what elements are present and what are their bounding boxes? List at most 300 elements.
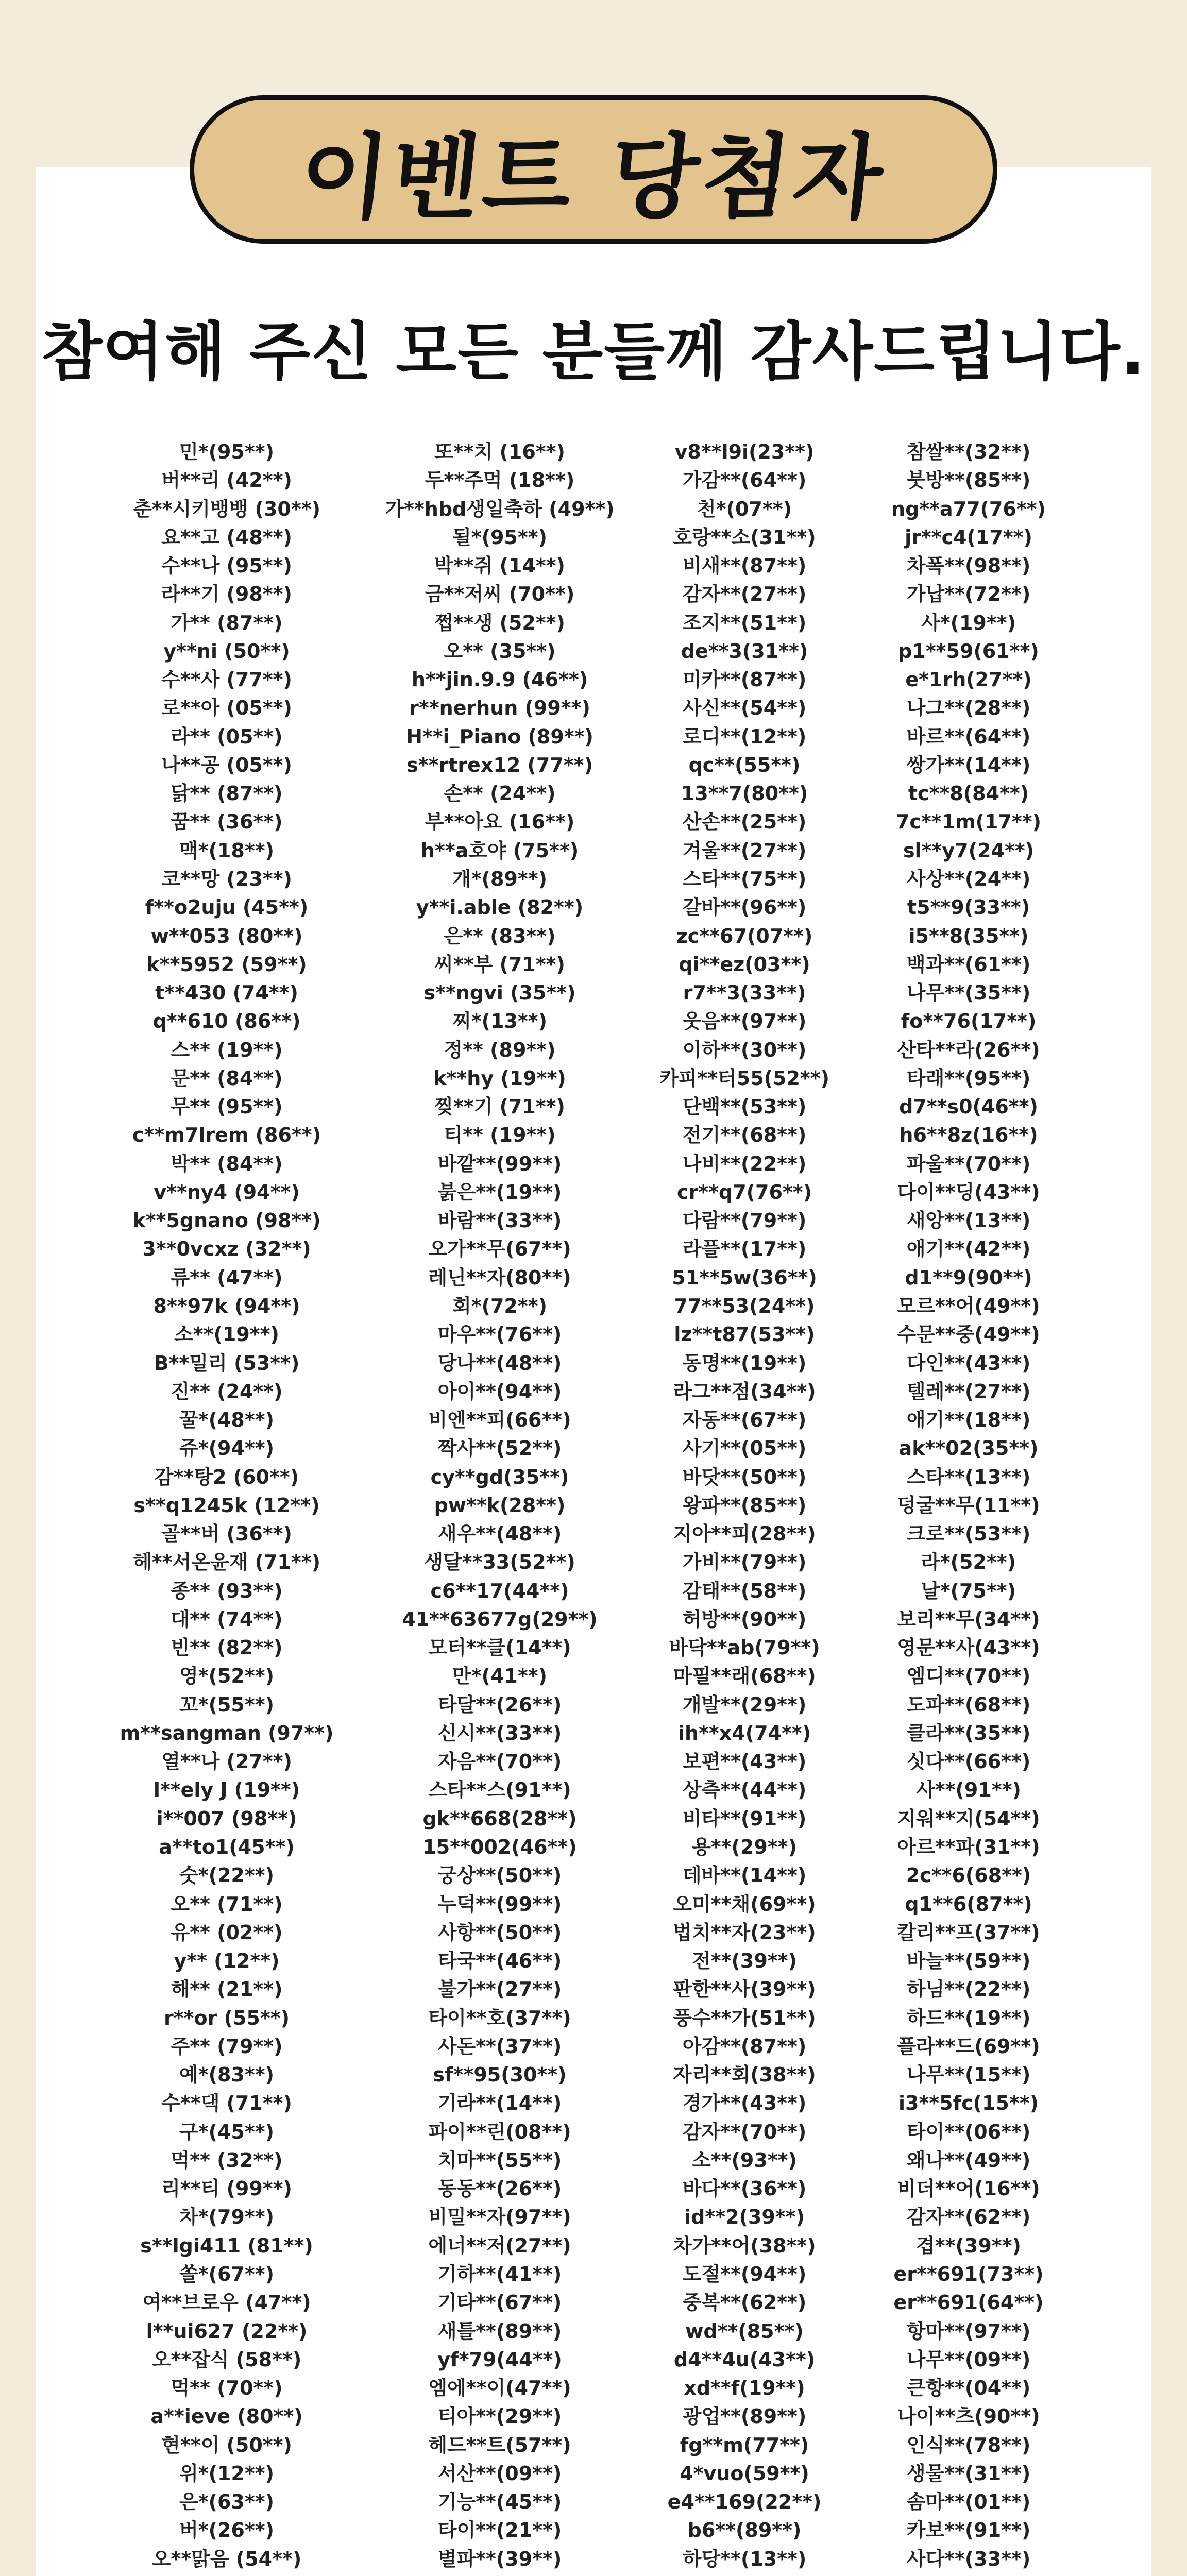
winner-entry: h6**8z(16**): [899, 1124, 1038, 1147]
winner-entry: 나비**(22**): [682, 1152, 807, 1175]
winner-entry: 동명**(19**): [682, 1351, 807, 1375]
winner-entry: 파이**린(08**): [428, 2120, 571, 2143]
winner-entry: 궁상**(50**): [437, 1864, 562, 1887]
winner-entry: 별파**(39**): [437, 2547, 562, 2570]
winner-entry: k**hy (19**): [433, 1066, 566, 1090]
winner-entry: p1**59(61**): [898, 639, 1039, 663]
winner-entry: 로**아 (05**): [161, 697, 292, 720]
winner-entry: 엠에**이(47**): [428, 2377, 571, 2400]
winner-entry: 법치**자(23**): [673, 1921, 816, 1944]
winner-entry: 바람**(33**): [437, 1209, 562, 1232]
winner-entry: r**nerhun (99**): [409, 697, 590, 720]
winner-entry: 전**(39**): [692, 1950, 797, 1973]
winner-entry: 애기**(18**): [906, 1409, 1031, 1432]
winner-entry: 두**주먹 (18**): [425, 469, 575, 492]
winner-entry: 차폭**(98**): [906, 554, 1031, 578]
winner-entry: 광업**(89**): [682, 2405, 807, 2428]
winner-entry: y**i.able (82**): [416, 896, 584, 919]
winner-entry: qi**ez(03**): [679, 953, 810, 976]
winner-entry: 스타**(13**): [906, 1465, 1031, 1488]
winner-entry: 스** (19**): [171, 1038, 283, 1061]
winner-entry: d1**9(90**): [905, 1266, 1032, 1289]
winner-entry: k**5gnano (98**): [132, 1209, 321, 1232]
winner-entry: 신시**(33**): [437, 1721, 562, 1744]
winner-entry: i3**5fc(15**): [898, 2092, 1039, 2115]
winner-entry: 류** (47**): [171, 1266, 283, 1289]
winner-entry: xd**f(19**): [684, 2377, 805, 2400]
winner-entry: 라그**점(34**): [673, 1380, 816, 1403]
winner-entry: 닭** (87**): [171, 782, 283, 805]
winner-entry: 개*(89**): [452, 867, 547, 890]
winner-entry: d7**s0(46**): [899, 1095, 1038, 1118]
winner-entry: 산손**(25**): [682, 810, 807, 834]
winner-entry: 나그**(28**): [906, 697, 1031, 720]
winner-entry: 리**티 (99**): [161, 2177, 292, 2200]
winner-entry: 나무**(35**): [906, 981, 1031, 1005]
winner-entry: cy**gd(35**): [430, 1465, 569, 1488]
winner-entry: 수**나 (95**): [161, 554, 292, 578]
winner-entry: 41**63677g(29**): [402, 1607, 598, 1631]
winner-entry: 빈** (82**): [171, 1636, 283, 1659]
winners-column-1: [90, 438, 363, 2576]
winner-entry: s**rtrex12 (77**): [406, 753, 593, 776]
winner-entry: q**610 (86**): [152, 1010, 301, 1033]
winner-entry: gk**668(28**): [422, 1807, 577, 1830]
winner-entry: 라*(52**): [921, 1551, 1016, 1574]
winner-entry: 찢**기 (71**): [434, 1095, 565, 1118]
winner-entry: 항마**(97**): [906, 2319, 1031, 2343]
winner-entry: 대** (74**): [171, 1607, 283, 1631]
winner-entry: 보리**무(34**): [897, 1607, 1040, 1631]
winner-entry: 가납**(72**): [906, 583, 1031, 606]
winner-entry: 감자**(27**): [682, 583, 807, 606]
winner-entry: 될*(95**): [452, 526, 547, 549]
winner-entry: 코**망 (23**): [161, 867, 292, 890]
winner-entry: 전기**(68**): [682, 1124, 807, 1147]
winner-entry: 꼬*(55**): [179, 1693, 274, 1716]
winner-entry: 금**저씨 (70**): [425, 583, 575, 606]
winner-entry: 사기**(05**): [682, 1437, 807, 1460]
winner-entry: 도파**(68**): [906, 1693, 1031, 1716]
winner-entry: wd**(85**): [685, 2319, 804, 2343]
winner-entry: 중복**(62**): [682, 2291, 807, 2314]
winner-entry: pw**k(28**): [434, 1494, 566, 1517]
winner-entry: 스타**(75**): [682, 867, 807, 890]
winner-entry: sf**95(30**): [433, 2063, 567, 2087]
winner-entry: 버**리 (42**): [161, 469, 292, 492]
winner-entry: jr**c4(17**): [905, 526, 1032, 549]
winner-entry: 풍수**가(51**): [673, 2006, 816, 2029]
winner-entry: 새틀**(89**): [437, 2319, 562, 2343]
winner-entry: 아르**파(31**): [897, 1836, 1040, 1859]
winner-entry: 비엔**피(66**): [428, 1409, 571, 1432]
winner-entry: 춘**시키뱅뱅 (30**): [133, 497, 320, 520]
winner-entry: 백과**(61**): [906, 953, 1031, 976]
winner-entry: 라플**(17**): [682, 1238, 807, 1261]
winner-entry: 사항**(50**): [437, 1921, 562, 1944]
winner-entry: 다인**(43**): [906, 1351, 1031, 1375]
winner-entry: 자동**(67**): [682, 1409, 807, 1432]
winner-entry: 나무**(15**): [906, 2063, 1031, 2087]
winner-entry: 헤**서온윤재 (71**): [133, 1551, 320, 1574]
winner-entry: 무** (95**): [171, 1095, 283, 1118]
winner-entry: 감자**(62**): [906, 2206, 1031, 2229]
winner-entry: 15**002(46**): [422, 1836, 577, 1859]
winner-entry: 먹** (70**): [171, 2377, 283, 2400]
winner-entry: 칼리**프(37**): [897, 1921, 1040, 1944]
winner-entry: 치마**(55**): [437, 2148, 562, 2172]
winner-entry: 사*(19**): [921, 611, 1016, 634]
winner-entry: i**007 (98**): [156, 1807, 297, 1830]
winner-entry: 자리**회(38**): [673, 2063, 816, 2087]
winner-entry: s**lgi411 (81**): [140, 2234, 313, 2257]
winners-column-3: [636, 438, 853, 2576]
winner-entry: 개발**(29**): [682, 1693, 807, 1716]
winner-entry: 나**공 (05**): [161, 753, 292, 776]
winner-entry: 차*(79**): [179, 2206, 274, 2229]
winner-entry: 하당**(13**): [682, 2547, 807, 2570]
winner-entry: 타달**(26**): [437, 1693, 562, 1716]
winner-entry: 은** (83**): [444, 924, 556, 947]
winner-entry: 조지**(51**): [682, 611, 807, 634]
winner-entry: 쥬*(94**): [179, 1437, 274, 1460]
winner-entry: 4*vuo(59**): [680, 2462, 809, 2485]
winner-entry: 덩굴**무(11**): [897, 1494, 1040, 1517]
winner-entry: 오가**무(67**): [428, 1238, 571, 1261]
winner-entry: 생달**33(52**): [424, 1551, 575, 1574]
winner-entry: c6**17(44**): [430, 1579, 569, 1602]
winner-entry: e4**169(22**): [667, 2490, 822, 2514]
winner-entry: s**q1245k (12**): [133, 1494, 320, 1517]
winner-entry: 쏠*(67**): [179, 2263, 274, 2285]
winner-entry: m**sangman (97**): [120, 1721, 334, 1744]
winner-entry: 비밀**자(97**): [428, 2206, 571, 2229]
winner-entry: w**053 (80**): [150, 924, 303, 947]
winner-entry: 가** (87**): [171, 611, 283, 634]
winner-entry: 나무**(09**): [906, 2348, 1031, 2371]
winner-entry: 아이**(94**): [437, 1380, 562, 1403]
winner-entry: 종** (93**): [171, 1579, 283, 1602]
winner-entry: 붓방**(85**): [906, 469, 1031, 492]
winner-entry: 바르**(64**): [906, 725, 1031, 748]
winner-entry: v8**l9i(23**): [674, 440, 815, 463]
winner-entry: 기타**(67**): [437, 2291, 562, 2314]
title-banner: [190, 95, 997, 244]
winner-entry: 인식**(78**): [906, 2433, 1031, 2456]
winner-entry: 모터**클(14**): [428, 1636, 571, 1659]
winner-entry: 마필**래(68**): [673, 1665, 816, 1688]
winner-entry: lz**t87(53**): [674, 1323, 815, 1346]
winner-entry: id**2(39**): [684, 2206, 805, 2229]
winner-entry: y**ni (50**): [163, 639, 290, 663]
winner-entry: 타래**(95**): [906, 1066, 1031, 1090]
winner-entry: 소**(93**): [692, 2148, 797, 2172]
winner-entry: 로디**(12**): [682, 725, 807, 748]
winner-entry: 사신**(54**): [682, 697, 807, 720]
winner-entry: 모르**어(49**): [897, 1294, 1040, 1317]
winner-entry: 보편**(43**): [682, 1750, 807, 1773]
winner-entry: 감자**(70**): [682, 2120, 807, 2143]
winner-entry: 진** (24**): [171, 1380, 283, 1403]
winner-entry: 3**0vcxz (32**): [142, 1238, 311, 1261]
winner-entry: 갈바**(96**): [682, 896, 807, 919]
winner-entry: 2c**6(68**): [906, 1864, 1031, 1887]
winner-entry: 용**(29**): [692, 1836, 797, 1859]
winner-entry: 타이**호(37**): [428, 2006, 571, 2029]
winner-entry: 여**브로우 (47**): [142, 2291, 311, 2314]
winner-entry: 솜마**(01**): [906, 2490, 1031, 2514]
winner-entry: 13**7(80**): [681, 782, 808, 805]
winner-entry: 쩝**생 (52**): [434, 611, 565, 634]
winner-entry: 비새**(87**): [682, 554, 807, 578]
winner-entry: 요**고 (48**): [161, 526, 292, 549]
winner-entry: 다이**딩(43**): [897, 1180, 1040, 1204]
winner-entry: 먹** (32**): [171, 2148, 283, 2172]
winner-entry: 오** (35**): [444, 639, 556, 663]
winner-entry: a**ieve (80**): [150, 2405, 303, 2428]
winner-entry: 비타**(91**): [682, 1807, 807, 1830]
winner-entry: yf*79(44**): [437, 2348, 562, 2371]
winner-entry: 오**잡식 (58**): [151, 2348, 302, 2371]
winner-entry: 티** (19**): [444, 1124, 556, 1147]
winner-entry: 차가**어(38**): [673, 2234, 816, 2257]
winner-entry: H**i_Piano (89**): [406, 725, 594, 748]
winner-entry: b6**(89**): [687, 2519, 802, 2542]
winner-entry: y** (12**): [174, 1950, 280, 1973]
winner-entry: 자음**(70**): [437, 1750, 562, 1773]
winner-entry: de**3(31**): [681, 639, 808, 663]
winner-entry: 싯다**(66**): [906, 1750, 1031, 1773]
winner-entry: 박**쥐 (14**): [434, 554, 565, 578]
winner-entry: 웃음**(97**): [682, 1010, 807, 1033]
winner-entry: 가감**(64**): [682, 469, 807, 492]
winner-entry: 카보**(91**): [906, 2519, 1031, 2542]
winner-entry: 경가**(43**): [682, 2092, 807, 2115]
winner-entry: k**5952 (59**): [146, 953, 307, 976]
winner-entry: 라**기 (98**): [161, 583, 292, 606]
page-title: 이벤트 당첨자: [294, 124, 891, 231]
winner-entry: 또**치 (16**): [434, 440, 565, 463]
winner-entry: 겹**(39**): [916, 2234, 1021, 2257]
winner-entry: a**to1(45**): [159, 1836, 295, 1859]
winner-entry: 씨**부 (71**): [434, 953, 565, 976]
winner-entry: l**ui627 (22**): [146, 2319, 308, 2343]
winner-entry: 타이**(21**): [437, 2519, 562, 2542]
thank-you-message: 참여해 주신 모든 분들께 감사드립니다.: [41, 315, 1146, 388]
winner-entry: 해** (21**): [171, 1978, 283, 2001]
winner-entry: 수문**중(49**): [897, 1323, 1040, 1346]
winner-entry: 바늘**(59**): [906, 1950, 1031, 1973]
winner-entry: zc**67(07**): [676, 924, 813, 947]
winner-entry: 꿀*(48**): [179, 1409, 274, 1432]
winner-entry: er**691(73**): [893, 2263, 1044, 2285]
winner-entry: 8**97k (94**): [153, 1294, 300, 1317]
winner-entry: 바다**(36**): [682, 2177, 807, 2200]
winner-entry: 하님**(22**): [906, 1978, 1031, 2001]
winner-entry: 51**5w(36**): [672, 1266, 817, 1289]
winner-entry: 천*(07**): [697, 497, 792, 520]
winner-entry: qc**(55**): [688, 753, 801, 776]
winner-entry: 파울**(70**): [906, 1152, 1031, 1175]
winner-entry: B**밀리 (53**): [154, 1351, 300, 1375]
winner-entry: 텔레**(27**): [906, 1380, 1031, 1403]
winner-entry: 카피**터55(52**): [659, 1066, 830, 1090]
winner-entry: 감**탕2 (60**): [154, 1465, 299, 1488]
winner-entry: ng**a77(76**): [891, 497, 1046, 520]
winner-entry: 새우**(48**): [437, 1522, 562, 1546]
winner-entry: 찌*(13**): [452, 1010, 547, 1033]
winner-entry: 참쌀**(32**): [906, 440, 1031, 463]
winner-entry: i5**8(35**): [908, 924, 1029, 947]
winner-entry: 주** (79**): [171, 2035, 283, 2058]
winner-entry: 도절**(94**): [682, 2263, 807, 2285]
winner-entry: r7**3(33**): [683, 981, 806, 1005]
winner-entry: d4**4u(43**): [673, 2348, 816, 2371]
winners-list: [90, 438, 1084, 2576]
winner-entry: 불가**(27**): [437, 1978, 562, 2001]
winner-entry: 오** (71**): [171, 1892, 283, 1916]
winner-entry: fo**76(17**): [901, 1010, 1037, 1033]
winner-entry: 애기**(42**): [906, 1238, 1031, 1261]
winner-entry: 예*(83**): [179, 2063, 274, 2087]
winner-entry: t**430 (74**): [155, 981, 298, 1005]
winner-entry: 가**hbd생일축하 (49**): [385, 497, 615, 520]
winner-entry: 큰항**(04**): [906, 2377, 1031, 2400]
winner-entry: 플라**드(69**): [897, 2035, 1040, 2058]
winner-entry: 호랑**소(31**): [673, 526, 816, 549]
winner-entry: 날*(75**): [921, 1579, 1016, 1602]
winner-entry: 누덕**(99**): [437, 1892, 562, 1916]
winner-entry: 타국**(46**): [437, 1950, 562, 1973]
winner-entry: 박** (84**): [171, 1152, 283, 1175]
winner-entry: 왕파**(85**): [682, 1494, 807, 1517]
winner-entry: 영문**사(43**): [897, 1636, 1040, 1659]
winner-entry: 열**나 (27**): [161, 1750, 292, 1773]
winner-entry: 사상**(24**): [906, 867, 1031, 890]
winner-entry: er**691(64**): [893, 2291, 1044, 2314]
winner-entry: 바깥**(99**): [437, 1152, 562, 1175]
winner-entry: 사돈**(37**): [437, 2035, 562, 2058]
winner-entry: 손** (24**): [444, 782, 556, 805]
winner-entry: c**m7lrem (86**): [132, 1124, 321, 1147]
winner-entry: 문** (84**): [171, 1066, 283, 1090]
winners-column-2: [363, 438, 636, 2576]
winner-entry: 기라**(14**): [437, 2092, 562, 2115]
winner-entry: 붉은**(19**): [437, 1180, 562, 1204]
winner-entry: 지워**지(54**): [897, 1807, 1040, 1830]
winner-entry: 은*(63**): [179, 2490, 274, 2514]
winner-entry: 소**(19**): [174, 1323, 279, 1346]
winner-entry: 상측**(44**): [682, 1778, 807, 1802]
winner-entry: 클라**(35**): [906, 1721, 1031, 1744]
winner-entry: 바닷**(50**): [682, 1465, 807, 1488]
winner-entry: cr**q7(76**): [676, 1180, 812, 1204]
winner-entry: 헤드**트(57**): [428, 2433, 571, 2456]
winner-entry: 기능**(45**): [437, 2490, 562, 2514]
winner-entry: 새앙**(13**): [906, 1209, 1031, 1232]
winner-entry: 오미**채(69**): [673, 1892, 816, 1916]
winner-entry: 타이**(06**): [906, 2120, 1031, 2143]
winner-entry: r**or (55**): [164, 2006, 290, 2029]
winner-entry: h**a호야 (75**): [420, 839, 579, 862]
winner-entry: 라** (05**): [171, 725, 283, 748]
winner-entry: e*1rh(27**): [905, 668, 1032, 691]
winners-column-4: [853, 438, 1084, 2576]
winner-entry: 겨울**(27**): [682, 839, 807, 862]
winner-entry: tc**8(84**): [908, 782, 1029, 805]
winner-entry: 허방**(90**): [682, 1607, 807, 1631]
winner-entry: 오**맑음 (54**): [151, 2547, 302, 2570]
winner-entry: 아감**(87**): [682, 2035, 807, 2058]
winner-entry: 지아**피(28**): [673, 1522, 816, 1546]
winner-entry: ih**x4(74**): [677, 1721, 811, 1744]
winner-entry: 정** (89**): [444, 1038, 556, 1061]
winner-entry: 다람**(79**): [682, 1209, 807, 1232]
winner-entry: 버*(26**): [179, 2519, 274, 2542]
winner-entry: 수**댁 (71**): [161, 2092, 292, 2115]
winner-entry: 현**이 (50**): [161, 2433, 292, 2456]
winner-entry: 꿈** (36**): [171, 810, 283, 834]
winner-entry: 숫*(22**): [179, 1864, 274, 1887]
winner-entry: 구*(45**): [179, 2120, 274, 2143]
winner-entry: 회*(72**): [452, 1294, 547, 1317]
winner-entry: 만*(41**): [452, 1665, 547, 1688]
winner-entry: 레닌**자(80**): [428, 1266, 571, 1289]
winner-entry: 위*(12**): [179, 2462, 274, 2485]
winner-entry: 단백**(53**): [682, 1095, 807, 1118]
winner-entry: 나이**츠(90**): [897, 2405, 1040, 2428]
winner-entry: 영*(52**): [179, 1665, 274, 1688]
winner-entry: 판한**사(39**): [673, 1978, 816, 2001]
winner-entry: 유** (02**): [171, 1921, 283, 1944]
winner-entry: 7c**1m(17**): [895, 810, 1042, 834]
winner-entry: v**ny4 (94**): [154, 1180, 300, 1204]
winner-entry: 골**버 (36**): [161, 1522, 292, 1546]
winner-entry: 사다**(33**): [906, 2547, 1031, 2570]
winner-entry: 기하**(41**): [437, 2263, 562, 2285]
winner-entry: 쌍가**(14**): [906, 753, 1031, 776]
winner-entry: f**o2uju (45**): [145, 896, 309, 919]
winner-entry: 엠디**(70**): [906, 1665, 1031, 1688]
winner-entry: h**jin.9.9 (46**): [411, 668, 588, 691]
winner-entry: 에너**저(27**): [428, 2234, 571, 2257]
winner-entry: 티아**(29**): [437, 2405, 562, 2428]
winner-entry: fg**m(77**): [680, 2433, 809, 2456]
winner-entry: q1**6(87**): [905, 1892, 1032, 1916]
winner-entry: 크로**(53**): [906, 1522, 1031, 1546]
winner-entry: 마우**(76**): [437, 1323, 562, 1346]
winner-entry: t5**9(33**): [907, 896, 1030, 919]
winner-entry: 가비**(79**): [682, 1551, 807, 1574]
winner-entry: sl**y7(24**): [903, 839, 1034, 862]
winner-entry: 맥*(18**): [179, 839, 274, 862]
winner-entry: 왜나**(49**): [906, 2148, 1031, 2172]
winner-entry: 바닥**ab(79**): [669, 1636, 820, 1659]
winner-entry: l**ely J (19**): [153, 1778, 300, 1802]
winner-entry: 스타**스(91**): [428, 1778, 571, 1802]
winner-entry: ak**02(35**): [898, 1437, 1039, 1460]
winner-entry: s**ngvi (35**): [423, 981, 576, 1005]
winner-entry: 감태**(58**): [682, 1579, 807, 1602]
winner-entry: 사**(91**): [916, 1778, 1021, 1802]
winner-entry: 산타**라(26**): [897, 1038, 1040, 1061]
winner-entry: 서산**(09**): [437, 2462, 562, 2485]
winner-entry: 동동**(26**): [437, 2177, 562, 2200]
winner-entry: 비더**어(16**): [897, 2177, 1040, 2200]
winner-entry: 민*(95**): [179, 440, 274, 463]
winner-entry: 77**53(24**): [674, 1294, 815, 1317]
winner-entry: 생물**(31**): [906, 2462, 1031, 2485]
